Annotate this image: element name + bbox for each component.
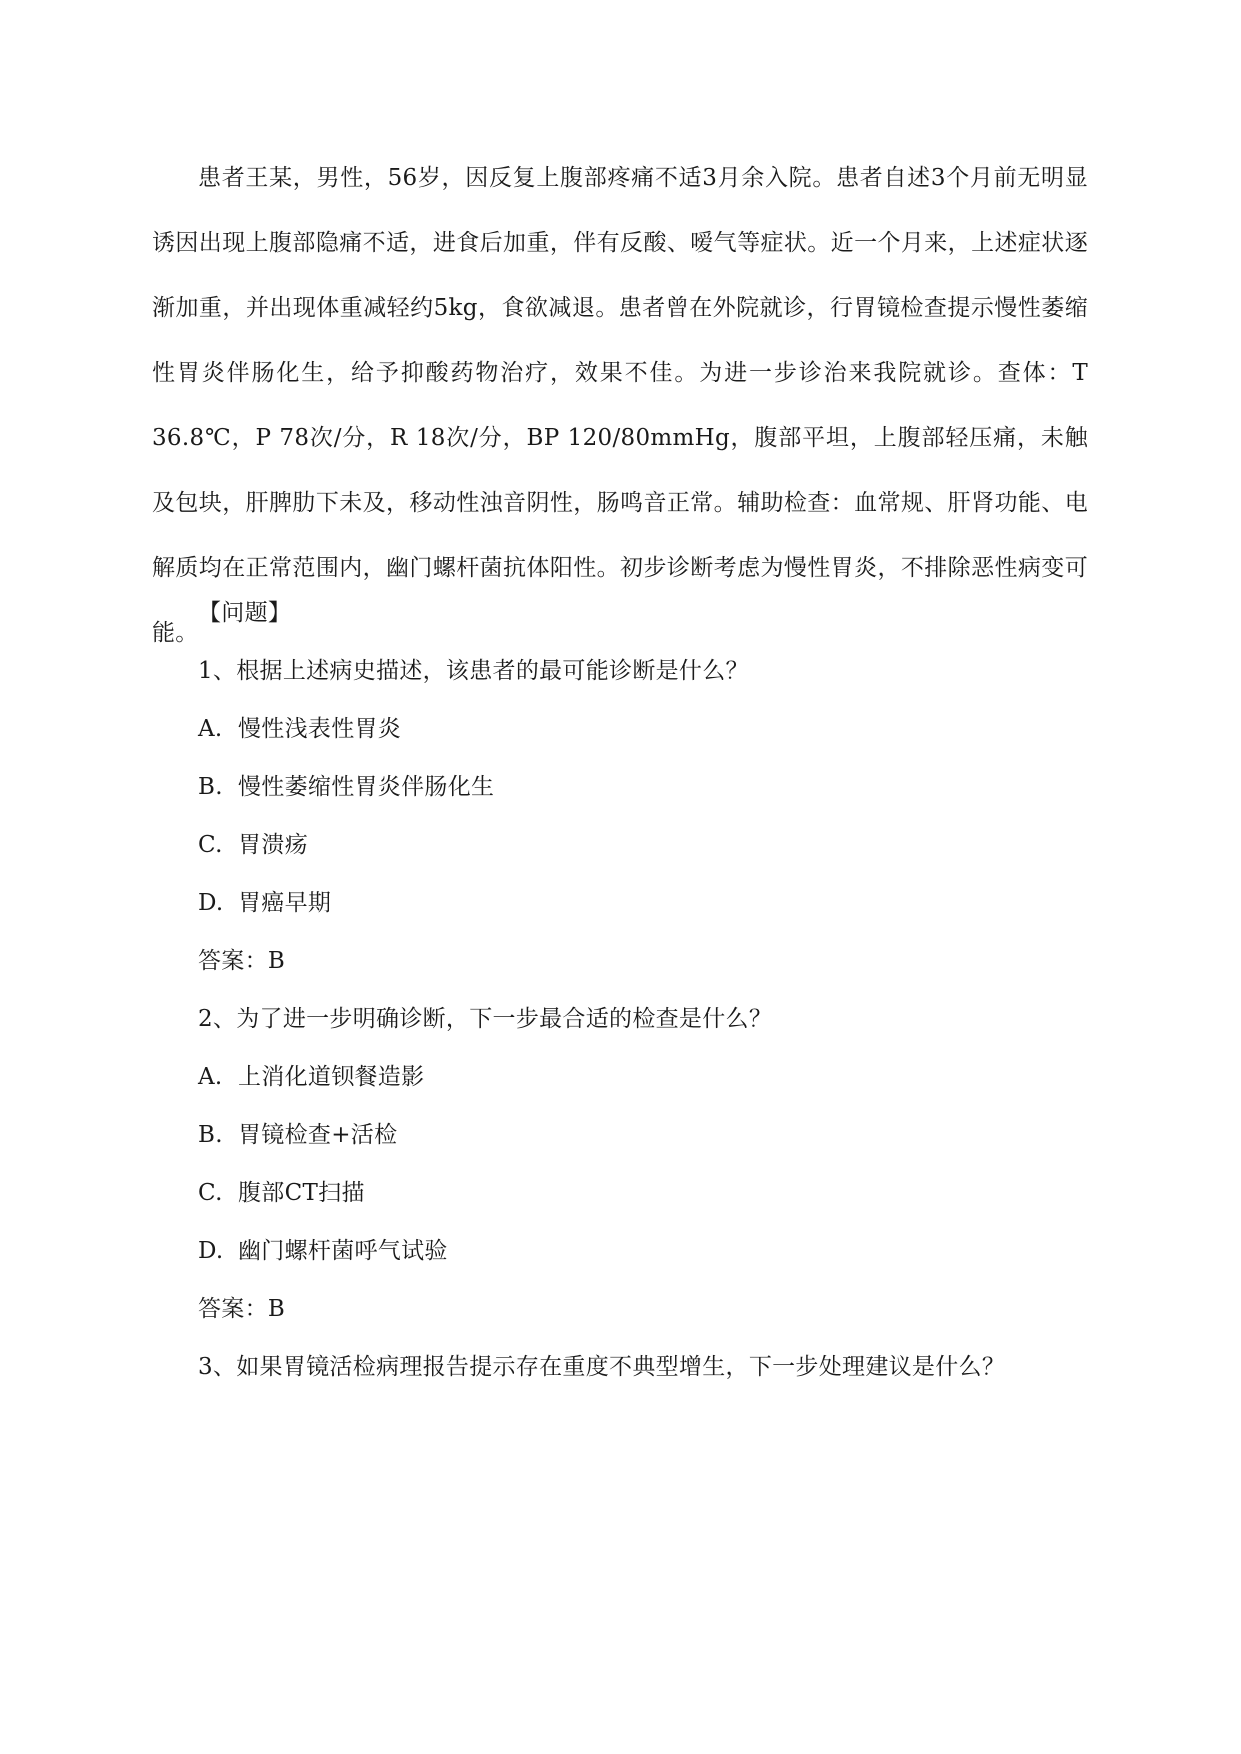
option-text: 胃溃疡 — [238, 832, 308, 858]
option-letter: B. — [198, 774, 223, 800]
case-description: 患者王某，男性，56岁，因反复上腹部疼痛不适3月余入院。患者自述3个月前无明显诱因出现上腹部隐痛不适，进食后加重，伴有反酸、嗳气等症状。近一个月来，上述症状逐渐加重，并出现体重减轻约5kg，食欲减退。患者曾在外院就诊，行胃镜检查提示慢性萎缩性胃炎伴肠化生，给予抑酸药物治疗，效果不佳。为进一步诊治来我院就诊。查体：T 36.8℃，P 78次/分，R 18次/分，BP 120/80mmHg，腹部平坦，上腹部轻压痛，未触及包块，肝脾肋下未及，移动性浊音阴性，肠鸣音正常。辅助检查：血常规、肝肾功能、电解质均在正常范围内，幽门螺杆菌抗体阳性。初步诊断考虑为慢性胃炎，不排除恶性病变可能。 — [152, 165, 1088, 646]
question-2-option-a — [198, 1062, 424, 1092]
question-2-answer: 答案：B — [198, 1296, 286, 1322]
option-letter: D. — [198, 1238, 224, 1264]
option-letter: C. — [198, 1180, 223, 1206]
option-text: 腹部CT扫描 — [238, 1180, 365, 1206]
option-text: 胃镜检查+活检 — [238, 1122, 398, 1148]
question-1-option-d — [198, 888, 331, 918]
question-2-option-b — [198, 1120, 397, 1150]
section-title: 【问题】 — [198, 600, 292, 626]
question-1-answer: 答案：B — [198, 948, 286, 974]
question-1-option-a — [198, 714, 401, 744]
option-letter: B. — [198, 1122, 223, 1148]
option-letter: A. — [198, 716, 223, 742]
option-letter: A. — [198, 1064, 223, 1090]
question-1-stem: 1、根据上述病史描述，该患者的最可能诊断是什么？ — [198, 658, 749, 684]
option-text: 慢性浅表性胃炎 — [238, 716, 402, 742]
question-2-option-c — [198, 1178, 365, 1208]
option-letter: D. — [198, 890, 224, 916]
option-text: 上消化道钡餐造影 — [238, 1064, 425, 1090]
question-1-option-b — [198, 772, 494, 802]
question-2-option-d — [198, 1236, 448, 1266]
question-3-stem: 3、如果胃镜活检病理报告提示存在重度不典型增生，下一步处理建议是什么？ — [198, 1354, 1006, 1380]
question-1-option-c — [198, 830, 308, 860]
option-letter: C. — [198, 832, 223, 858]
question-2-stem: 2、为了进一步明确诊断，下一步最合适的检查是什么？ — [198, 1006, 773, 1032]
option-text: 幽门螺杆菌呼气试验 — [238, 1238, 448, 1264]
option-text: 胃癌早期 — [238, 890, 332, 916]
option-text: 慢性萎缩性胃炎伴肠化生 — [238, 774, 495, 800]
